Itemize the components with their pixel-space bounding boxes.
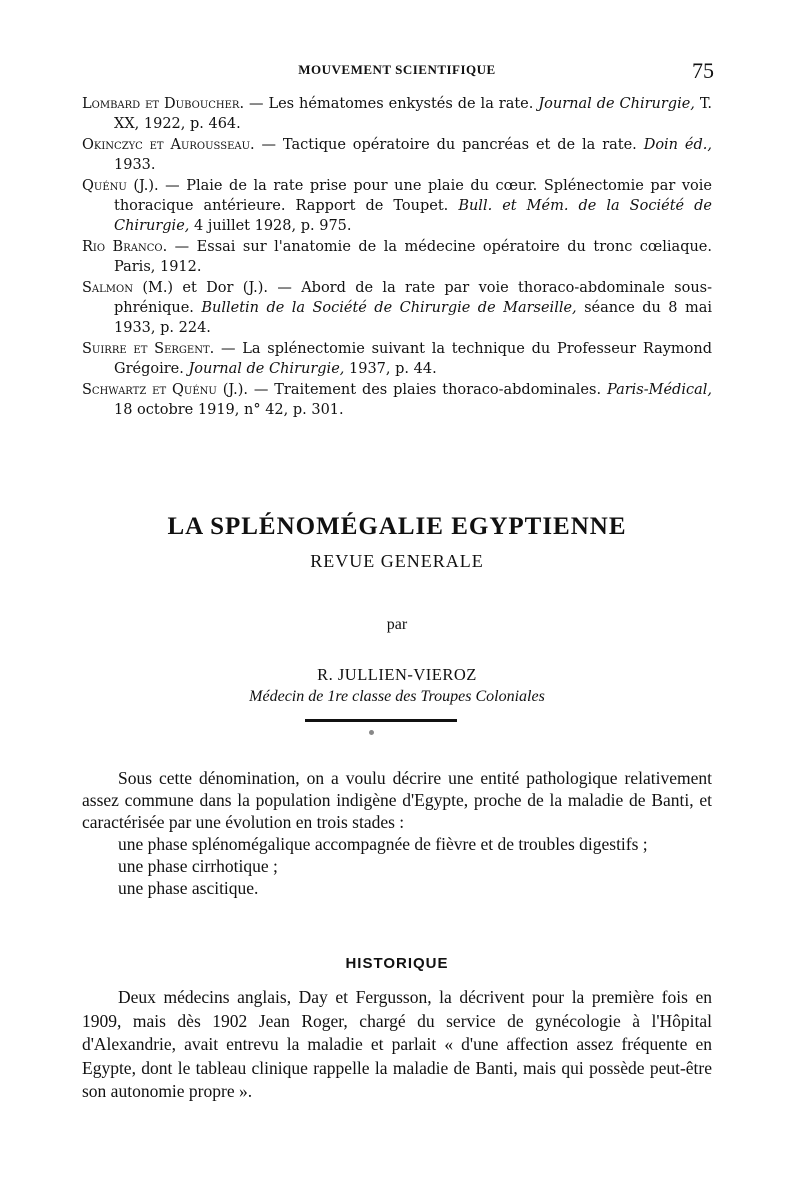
reference-tail: 18 octobre 1919, n° 42, p. 301. — [114, 402, 344, 418]
reference-item — [82, 176, 712, 236]
reference-text: (M.) et Dor (J.). — Abord de la rate par voie thoraco-abdominale sous-phrénique. — [114, 280, 712, 316]
title-divider — [305, 719, 457, 722]
reference-tail: 1933. — [114, 157, 156, 173]
page-number: 75 — [692, 58, 714, 83]
reference-tail: 4 juillet 1928, p. 975. — [189, 218, 352, 234]
reference-item — [82, 278, 712, 338]
reference-journal: Journal de Chirurgie, — [188, 361, 345, 377]
reference-tail: 1937, p. 44. — [344, 361, 437, 377]
section-heading: HISTORIQUE — [345, 955, 449, 972]
divider-ornament — [369, 730, 374, 735]
reference-author: Schwartz et Quénu — [82, 382, 217, 398]
byline-par: par — [386, 616, 408, 633]
reference-text: — Les hématomes enkystés de la rate. — [244, 96, 539, 112]
intro-paragraph: Sous cette dénomination, on a voulu décrire une entité pathologique relativement assez commune dans la population indigène d'Egypte, proche de la maladie de Banti, et caractérisée par une évolution en trois stades : — [82, 768, 712, 832]
article-title: LA SPLÉNOMÉGALIE EGYPTIENNE — [167, 513, 627, 540]
reference-journal: Bull. et Mém. de la Société de Chirurgie, — [114, 198, 712, 234]
reference-author: Salmon — [82, 280, 133, 296]
reference-author: Okinczyc et Aurousseau. — [82, 137, 255, 153]
reference-journal: Paris-Médical, — [606, 382, 712, 398]
reference-item — [82, 339, 712, 379]
article-title-block — [80, 508, 714, 708]
reference-text: — Tactique opératoire du pancréas et de la rate. — [254, 137, 644, 153]
reference-item — [82, 94, 712, 134]
reference-list — [82, 94, 712, 421]
author-role: Médecin de 1re classe des Troupes Coloniales — [249, 688, 545, 705]
author-name: R. JULLIEN-VIEROZ — [317, 665, 477, 684]
historique-section — [82, 986, 712, 1104]
stage-item: une phase splénomégalique accompagnée de fièvre et de troubles digestifs ; — [118, 834, 648, 854]
reference-tail: séance du 8 mai 1933, p. 224. — [114, 300, 712, 336]
reference-author: Lombard et Duboucher. — [82, 96, 245, 112]
reference-tail: T. XX, 1922, p. 464. — [114, 96, 712, 132]
reference-item — [82, 135, 712, 175]
reference-text: (J.). — Traitement des plaies thoraco-abdominales. — [216, 382, 607, 398]
stage-item: une phase cirrhotique ; — [118, 856, 278, 876]
reference-author: Rio Branco. — [82, 239, 168, 255]
reference-author: Suirre et Sergent. — [82, 341, 215, 357]
page-header — [80, 58, 714, 82]
historique-paragraph: Deux médecins anglais, Day et Fergusson, la décrivent pour la première fois en 1909, mais dès 1902 Jean Roger, chargé du service de gynécologie à l'Hôpital d'Alexandrie, avait entrevu la maladie et parlait « d'une affection assez fréquente en Egypte, dont le tableau clinique rappelle la maladie de Banti, mais qui possède peut-être son autonomie propre ». — [82, 987, 712, 1101]
reference-item — [82, 237, 712, 277]
article-subtitle: REVUE GENERALE — [310, 551, 484, 571]
reference-text: — Essai sur l'anatomie de la médecine opératoire du tronc cœliaque. Paris, 1912. — [114, 239, 712, 275]
stage-item: une phase ascitique. — [118, 878, 259, 898]
reference-item — [82, 380, 712, 420]
reference-text: — La splénectomie suivant la technique du Professeur Raymond Grégoire. — [114, 341, 713, 377]
reference-author: Quénu — [82, 178, 127, 194]
reference-journal: Bulletin de la Société de Chirurgie de Marseille, — [201, 300, 577, 316]
reference-journal: Doin éd., — [643, 137, 712, 153]
article-intro — [82, 767, 712, 899]
reference-journal: Journal de Chirurgie, — [538, 96, 695, 112]
running-head: MOUVEMENT SCIENTIFIQUE — [298, 62, 496, 77]
reference-text: (J.). — Plaie de la rate prise pour une plaie du cœur. Splénectomie par voie thoracique antérieure. Rapport de Toupet. — [114, 178, 712, 214]
